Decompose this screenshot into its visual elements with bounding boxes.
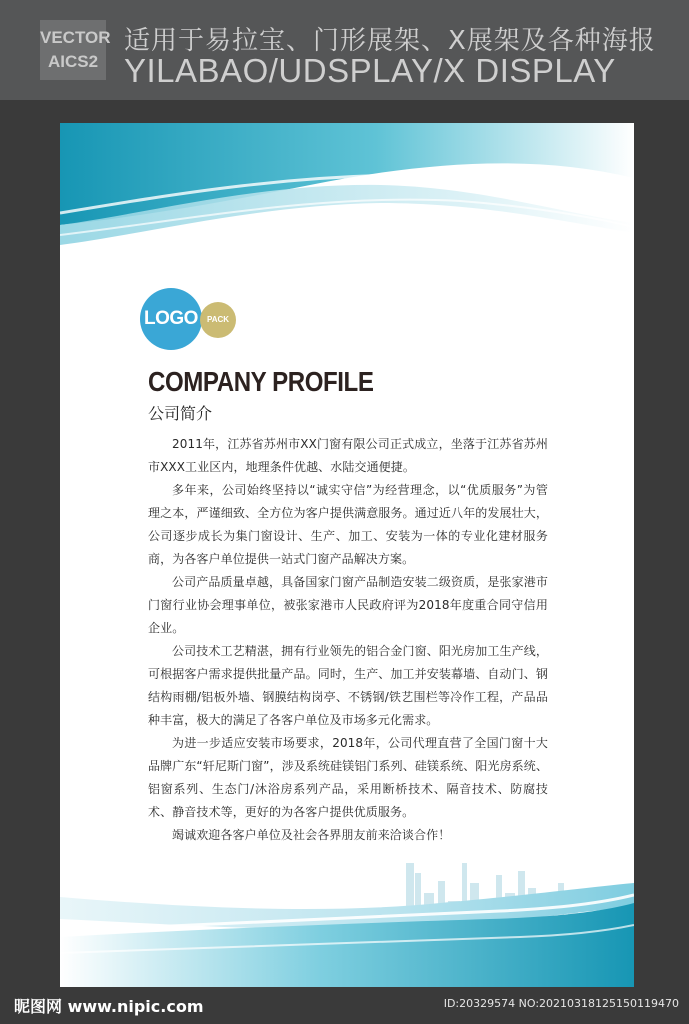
header-bar — [0, 0, 689, 100]
body-paragraph: 多年来，公司始终坚持以“诚实守信”为经营理念，以“优质服务”为管理之本，严谨细致、全方位为客户提供满意服务。通过近八年的发展壮大，公司逐步成长为集门窗设计、生产、加工、安装为一体的专业化建材服务商，为各客户单位提供一站式门窗产品解决方案。 — [148, 483, 548, 566]
vector-badge — [40, 20, 111, 80]
body-paragraph: 竭诚欢迎各客户单位及社会各界朋友前来洽谈合作！ — [172, 828, 451, 842]
profile-subtitle: 公司简介 — [148, 404, 213, 423]
watermark-site: 昵图网 www.nipic.com — [14, 997, 204, 1016]
body-paragraph: 为进一步适应安装市场要求，2018年，公司代理直营了全国门窗十大品牌广东“轩尼斯门窗”，涉及系统硅镁铝门系列、硅镁系统、阳光房系统、铝窗系列、生态门/沐浴房系列产品，采用断桥技术、隔音技术、防腐技术、静音技术等，更好的为各客户提供优质服务。 — [148, 736, 548, 819]
body-paragraph: 公司技术工艺精湛，拥有行业领先的铝合金门窗、阳光房加工生产线，可根据客户需求提供批量产品。同时，生产、加工并安装幕墙、自动门、钢结构雨棚/铝板外墙、钢膜结构岗亭、不锈钢/铁艺围栏等冷作工程，产品品种丰富，极大的满足了各客户单位及市场多元化需求。 — [148, 644, 548, 727]
badge-line2: AICS2 — [47, 52, 99, 71]
header-title-en: YILABAO/UDSPLAY/X DISPLAY — [124, 52, 616, 89]
profile-body — [148, 433, 548, 847]
header-title-cn: 适用于易拉宝、门形展架、X展架及各种海报 — [124, 26, 656, 56]
body-paragraph: 公司产品质量卓越，具备国家门窗产品制造安装二级资质，是张家港市门窗行业协会理事单位，被张家港市人民政府评为2018年度重合同守信用企业。 — [148, 575, 548, 635]
body-paragraph: 2011年，江苏省苏州市XX门窗有限公司正式成立，坐落于江苏省苏州市XXX工业区内，地理条件优越、水陆交通便捷。 — [148, 437, 548, 474]
logo-circle: LOGO — [140, 288, 202, 350]
poster-sheet — [60, 123, 634, 987]
bottom-wave — [60, 867, 634, 987]
watermark-id: ID:20329574 NO:20210318125150119470 — [443, 997, 679, 1010]
badge-line1: VECTOR — [40, 28, 111, 47]
top-wave — [60, 123, 634, 273]
profile-title: COMPANY PROFILE — [148, 366, 374, 397]
logo-pack-circle: PACK — [200, 302, 236, 338]
